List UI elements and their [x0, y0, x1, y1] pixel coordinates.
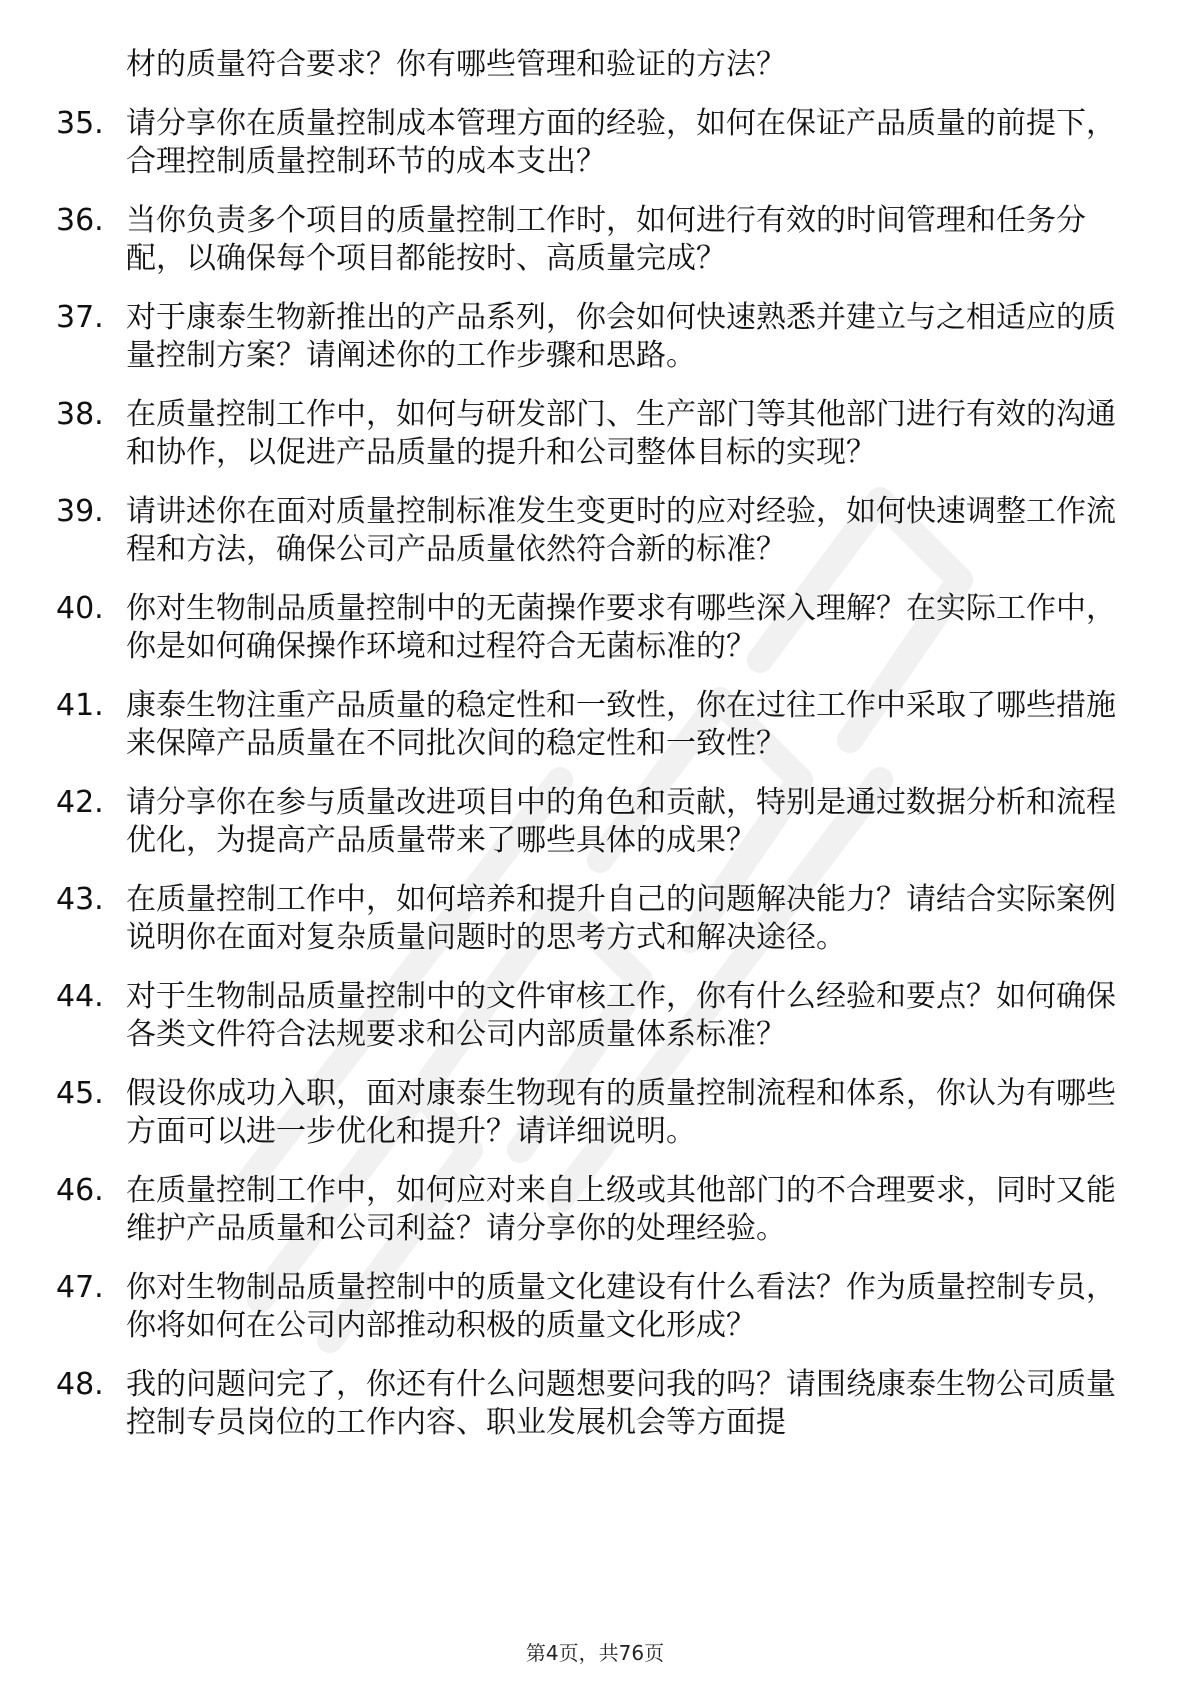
question-text: 康泰生物注重产品质量的稳定性和一致性，你在过往工作中采取了哪些措施来保障产品质量在不同批次间的稳定性和一致性？ — [126, 688, 1116, 761]
question-text: 在质量控制工作中，如何培养和提升自己的问题解决能力？请结合实际案例说明你在面对复杂质量问题时的思考方式和解决途径。 — [126, 882, 1116, 955]
question-number: 44. — [56, 979, 104, 1014]
question-item — [56, 881, 1116, 957]
question-text: 请讲述你在面对质量控制标准发生变更时的应对经验，如何快速调整工作流程和方法，确保公司产品质量依然符合新的标准？ — [126, 494, 1116, 567]
question-item — [56, 590, 1116, 666]
page-content — [56, 46, 1116, 1463]
question-number: 48. — [56, 1367, 104, 1402]
question-number: 35. — [56, 106, 104, 141]
question-item — [56, 105, 1116, 181]
page-number-footer: 第4页，共76页 — [525, 1641, 665, 1665]
question-number: 46. — [56, 1173, 104, 1208]
question-text: 请分享你在参与质量改进项目中的角色和贡献，特别是通过数据分析和流程优化，为提高产品质量带来了哪些具体的成果？ — [126, 785, 1116, 858]
question-text: 你对生物制品质量控制中的质量文化建设有什么看法？作为质量控制专员，你将如何在公司内部推动积极的质量文化形成？ — [126, 1270, 1116, 1343]
question-number: 38. — [56, 397, 104, 432]
question-text: 在质量控制工作中，如何与研发部门、生产部门等其他部门进行有效的沟通和协作，以促进产品质量的提升和公司整体目标的实现？ — [126, 397, 1116, 470]
question-item — [56, 1366, 1116, 1442]
question-number: 37. — [56, 300, 104, 335]
question-number: 40. — [56, 591, 104, 626]
question-text: 对于康泰生物新推出的产品系列，你会如何快速熟悉并建立与之相适应的质量控制方案？请阐述你的工作步骤和思路。 — [126, 300, 1116, 373]
question-number: 45. — [56, 1076, 104, 1111]
question-text: 对于生物制品质量控制中的文件审核工作，你有什么经验和要点？如何确保各类文件符合法规要求和公司内部质量体系标准？ — [126, 979, 1116, 1052]
question-list — [56, 105, 1116, 1442]
question-item — [56, 978, 1116, 1054]
question-item — [56, 1075, 1116, 1151]
question-text: 当你负责多个项目的质量控制工作时，如何进行有效的时间管理和任务分配，以确保每个项目都能按时、高质量完成？ — [126, 203, 1086, 276]
question-number: 47. — [56, 1270, 104, 1305]
question-number: 41. — [56, 688, 104, 723]
question-item — [56, 202, 1116, 278]
question-number: 39. — [56, 494, 104, 529]
question-item — [56, 1269, 1116, 1345]
question-text: 假设你成功入职，面对康泰生物现有的质量控制流程和体系，你认为有哪些方面可以进一步优化和提升？请详细说明。 — [126, 1076, 1116, 1149]
question-item — [56, 784, 1116, 860]
continuation-text: 材的质量符合要求？你有哪些管理和验证的方法？ — [126, 47, 786, 82]
question-text: 在质量控制工作中，如何应对来自上级或其他部门的不合理要求，同时又能维护产品质量和公司利益？请分享你的处理经验。 — [126, 1173, 1116, 1246]
question-text: 我的问题问完了，你还有什么问题想要问我的吗？请围绕康泰生物公司质量控制专员岗位的工作内容、职业发展机会等方面提 — [126, 1367, 1116, 1440]
question-item — [56, 493, 1116, 569]
question-number: 36. — [56, 203, 104, 238]
question-number: 43. — [56, 882, 104, 917]
question-item — [56, 299, 1116, 375]
question-item — [56, 396, 1116, 472]
question-number: 42. — [56, 785, 104, 820]
question-text: 你对生物制品质量控制中的无菌操作要求有哪些深入理解？在实际工作中，你是如何确保操作环境和过程符合无菌标准的？ — [126, 591, 1116, 664]
question-item — [56, 687, 1116, 763]
question-item — [56, 1172, 1116, 1248]
question-text: 请分享你在质量控制成本管理方面的经验，如何在保证产品质量的前提下，合理控制质量控制环节的成本支出？ — [126, 106, 1116, 179]
